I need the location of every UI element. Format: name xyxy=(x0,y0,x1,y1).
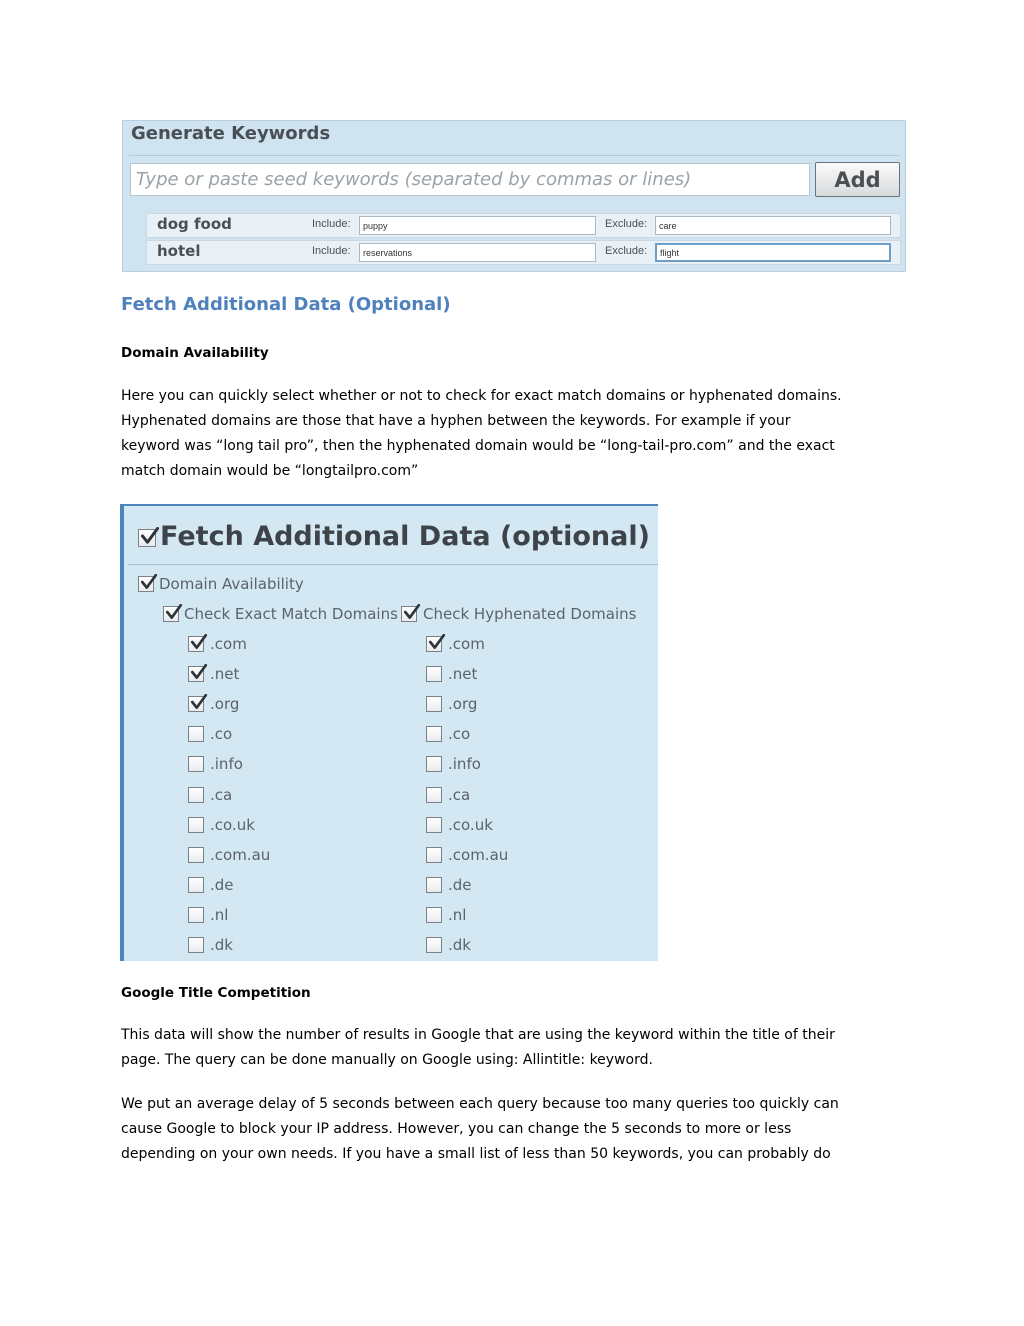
paragraph-line: cause Google to block your IP address. However, you can change the 5 seconds to more or less xyxy=(121,1121,792,1137)
exact-tld-checkbox[interactable] xyxy=(188,907,204,923)
keyword-name: hotel xyxy=(157,242,201,260)
paragraph-line: match domain would be “longtailpro.com” xyxy=(121,463,419,479)
domain-availability-heading: Domain Availability xyxy=(121,345,269,361)
hyphenated-tld-checkbox[interactable] xyxy=(426,847,442,863)
include-label: Include: xyxy=(312,218,351,230)
exact-tld-checkbox[interactable] xyxy=(188,937,204,953)
checkmark-icon xyxy=(190,664,208,680)
paragraph-line: We put an average delay of 5 seconds between each query because too many queries too quickly can xyxy=(121,1096,839,1112)
exact-tld-label: .ca xyxy=(210,786,233,804)
exact-tld-checkbox[interactable] xyxy=(188,666,204,682)
exact-tld-checkbox[interactable] xyxy=(188,756,204,772)
hyphenated-tld-checkbox[interactable] xyxy=(426,696,442,712)
exclude-label: Exclude: xyxy=(605,218,648,230)
fetch-data-title: Fetch Additional Data (optional) xyxy=(160,521,650,552)
exact-tld-checkbox[interactable] xyxy=(188,636,204,652)
exact-tld-label: .dk xyxy=(210,936,233,954)
checkmark-icon xyxy=(190,694,208,710)
exact-tld-label: .co.uk xyxy=(210,816,255,834)
paragraph-line: Hyphenated domains are those that have a hyphen between the keywords. For example if your xyxy=(121,413,791,429)
generate-keywords-title: Generate Keywords xyxy=(131,123,331,144)
exact-tld-label: .co xyxy=(210,725,233,743)
include-field[interactable] xyxy=(359,216,596,235)
hyphenated-tld-label: .net xyxy=(448,665,478,683)
hyphenated-tld-label: .nl xyxy=(448,906,467,924)
add-button[interactable]: Add xyxy=(815,162,900,197)
hyphenated-tld-label: .org xyxy=(448,695,478,713)
exact-tld-label: .com.au xyxy=(210,846,271,864)
exact-tld-label: .org xyxy=(210,695,240,713)
hyphenated-tld-checkbox[interactable] xyxy=(426,877,442,893)
include-label: Include: xyxy=(312,245,351,257)
include-field[interactable] xyxy=(359,243,596,262)
exclude-field[interactable] xyxy=(655,243,891,262)
query-delay-paragraph xyxy=(121,1092,911,1167)
exact-tld-checkbox[interactable] xyxy=(188,817,204,833)
hyphenated-tld-label: .com.au xyxy=(448,846,509,864)
keyword-name: dog food xyxy=(157,215,232,233)
exact-tld-label: .de xyxy=(210,876,234,894)
checkmark-icon xyxy=(140,527,160,545)
hyphenated-tld-checkbox[interactable] xyxy=(426,666,442,682)
paragraph-line: This data will show the number of results in Google that are using the keyword within the title of their xyxy=(121,1027,835,1043)
exact-tld-checkbox[interactable] xyxy=(188,877,204,893)
seed-keywords-input[interactable] xyxy=(130,163,810,196)
domain-availability-paragraph xyxy=(121,384,911,484)
hyphenated-tld-checkbox[interactable] xyxy=(426,907,442,923)
divider xyxy=(129,155,899,156)
hyphenated-tld-checkbox[interactable] xyxy=(426,817,442,833)
checkmark-icon xyxy=(403,604,421,620)
paragraph-line: Here you can quickly select whether or not to check for exact match domains or hyphenated domains. xyxy=(121,388,842,404)
hyphenated-tld-checkbox[interactable] xyxy=(426,636,442,652)
hyphenated-tld-label: .com xyxy=(448,635,485,653)
exact-tld-checkbox[interactable] xyxy=(188,847,204,863)
paragraph-line: page. The query can be done manually on Google using: Allintitle: keyword. xyxy=(121,1052,653,1068)
domain-availability-label: Domain Availability xyxy=(159,575,304,593)
hyphenated-checkbox[interactable] xyxy=(401,606,417,622)
checkmark-icon xyxy=(140,574,158,590)
keyword-row xyxy=(146,240,901,265)
exact-tld-label: .nl xyxy=(210,906,229,924)
fetch-data-checkbox[interactable] xyxy=(138,529,156,547)
exact-tld-label: .info xyxy=(210,755,243,773)
hyphenated-tld-checkbox[interactable] xyxy=(426,756,442,772)
hyphenated-tld-label: .dk xyxy=(448,936,471,954)
exact-tld-checkbox[interactable] xyxy=(188,696,204,712)
generate-keywords-panel xyxy=(122,120,906,272)
keyword-row xyxy=(146,213,901,238)
exact-tld-label: .net xyxy=(210,665,240,683)
hyphenated-label: Check Hyphenated Domains xyxy=(423,605,637,623)
hyphenated-tld-label: .info xyxy=(448,755,481,773)
exact-tld-checkbox[interactable] xyxy=(188,787,204,803)
section-title: Fetch Additional Data (Optional) xyxy=(121,294,451,315)
hyphenated-tld-label: .co xyxy=(448,725,471,743)
checkmark-icon xyxy=(190,634,208,650)
exact-tld-label: .com xyxy=(210,635,247,653)
domain-availability-checkbox[interactable] xyxy=(138,576,154,592)
hyphenated-tld-checkbox[interactable] xyxy=(426,787,442,803)
hyphenated-tld-label: .ca xyxy=(448,786,471,804)
paragraph-line: depending on your own needs. If you have a small list of less than 50 keywords, you can probably do xyxy=(121,1146,831,1162)
hyphenated-tld-label: .de xyxy=(448,876,472,894)
checkmark-icon xyxy=(428,634,446,650)
exact-match-checkbox[interactable] xyxy=(163,606,179,622)
checkmark-icon xyxy=(165,604,183,620)
divider xyxy=(128,564,658,565)
hyphenated-tld-checkbox[interactable] xyxy=(426,726,442,742)
exclude-field[interactable] xyxy=(655,216,891,235)
exact-tld-checkbox[interactable] xyxy=(188,726,204,742)
exact-match-label: Check Exact Match Domains xyxy=(184,605,398,623)
hyphenated-tld-checkbox[interactable] xyxy=(426,937,442,953)
hyphenated-tld-label: .co.uk xyxy=(448,816,493,834)
paragraph-line: keyword was “long tail pro”, then the hyphenated domain would be “long-tail-pro.com” and the exact xyxy=(121,438,835,454)
fetch-additional-data-panel xyxy=(120,504,658,961)
exclude-label: Exclude: xyxy=(605,245,648,257)
google-title-competition-heading: Google Title Competition xyxy=(121,985,311,1001)
google-title-paragraph xyxy=(121,1023,911,1073)
